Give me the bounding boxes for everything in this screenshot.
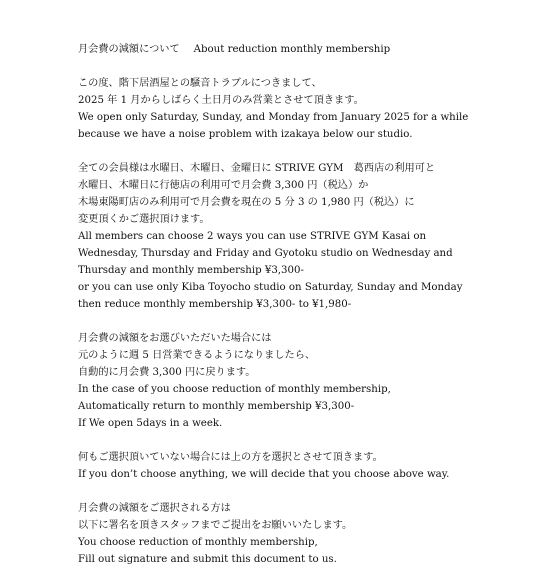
text-line: In the case of you choose reduction of monthly membership,: [78, 384, 391, 395]
title-english: About reduction monthly membership: [193, 44, 391, 55]
text-line: If you don’t choose anything, we will decide that you choose above way.: [78, 469, 450, 480]
text-line: Wednesday, Thursday and Friday and Gyotoku studio on Wednesday and: [78, 248, 453, 259]
text-line: この度、階下居酒屋との騒音トラブルにつきまして、: [78, 78, 322, 89]
text-line: 変更頂くかご選択頂けます。: [78, 214, 210, 225]
text-line: 全ての会員様は水曜日、木曜日、金曜日に STRIVE GYM 葛西店の利用可と: [78, 163, 436, 174]
text-line: You choose reduction of monthly membership,: [78, 537, 318, 548]
text-line: 2025 年 1 月からしばらく土日月のみ営業とさせて頂きます。: [78, 95, 364, 106]
text-line: If We open 5days in a week.: [78, 418, 223, 429]
section-automatic-return: [78, 330, 538, 432]
section-submission-instructions: [78, 500, 538, 568]
text-line: Fill out signature and submit this document to us.: [78, 554, 337, 565]
section-membership-options: [78, 160, 538, 313]
document-page: [78, 41, 538, 585]
text-line: 月会費の減額をお選びいただいた場合には: [78, 333, 272, 344]
text-line: Automatically return to monthly membership ¥3,300-: [78, 401, 355, 412]
text-line: 元のように週 5 日営業できるようになりましたら、: [78, 350, 316, 361]
text-line: 以下に署名を頂きスタッフまでご提出をお願いいたします。: [78, 520, 353, 531]
document-title: [78, 41, 538, 58]
section-default-choice: [78, 449, 538, 483]
text-line: then reduce monthly membership ¥3,300- to ¥1,980-: [78, 299, 352, 310]
text-line: 木場東陽町店のみ利用可で月会費を現在の 5 分 3 の 1,980 円（税込）に: [78, 197, 415, 208]
title-japanese: 月会費の減額について: [78, 44, 180, 55]
text-line: All members can choose 2 ways you can use STRIVE GYM Kasai on: [78, 231, 427, 242]
text-line: because we have a noise problem with izakaya below our studio.: [78, 129, 413, 140]
text-line: 水曜日、木曜日に行徳店の利用可で月会費 3,300 円（税込）か: [78, 180, 369, 191]
text-line: 月会費の減額をご選択される方は: [78, 503, 231, 514]
text-line: We open only Saturday, Sunday, and Monday from January 2025 for a while: [78, 112, 469, 123]
section-noise-notice: [78, 75, 538, 143]
text-line: Thursday and monthly membership ¥3,300-: [78, 265, 304, 276]
text-line: or you can use only Kiba Toyocho studio on Saturday, Sunday and Monday: [78, 282, 463, 293]
text-line: 自動的に月会費 3,300 円に戻ります。: [78, 367, 256, 378]
text-line: 何もご選択頂いていない場合には上の方を選択とさせて頂きます。: [78, 452, 383, 463]
